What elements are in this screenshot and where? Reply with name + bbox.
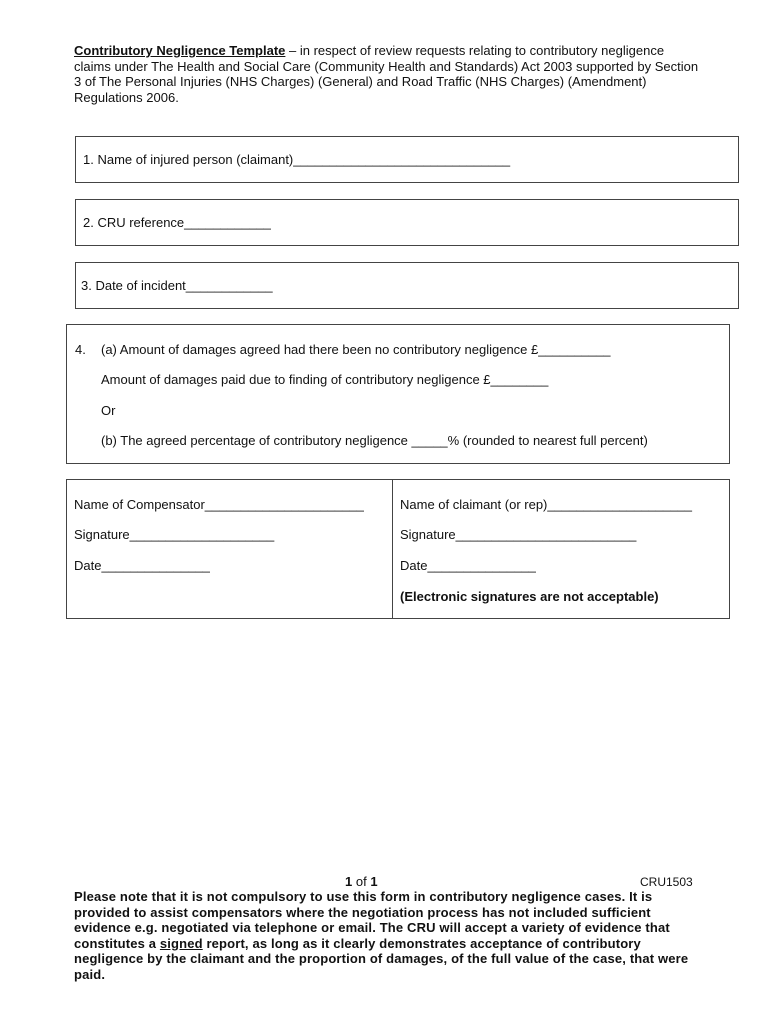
footer-note-part2: report, as long as it clearly demonstrates acceptance of contributory negligence by the claimant and the proportion of damages, of the full value of the case, that were paid. [74, 935, 689, 982]
incident-date-box [75, 262, 739, 309]
cru-reference-field[interactable]: 2. CRU reference____________ [83, 215, 271, 230]
page-current: 1 [345, 874, 353, 889]
signatures-table [66, 479, 730, 619]
damages-box [66, 324, 730, 464]
page-number [345, 874, 378, 889]
claimant-name-field[interactable]: 1. Name of injured person (claimant)______________________________ [83, 152, 511, 167]
claimant-date-field[interactable]: Date_______________ [400, 558, 536, 573]
electronic-signature-note: (Electronic signatures are not acceptable) [400, 589, 659, 604]
compensator-name-field[interactable]: Name of Compensator______________________ [74, 497, 364, 512]
damages-paid-field[interactable]: Amount of damages paid due to finding of contributory negligence £________ [101, 372, 549, 387]
damages-item-number: 4. [75, 342, 86, 357]
intro-paragraph [74, 43, 704, 105]
footer-note-part1: Please note that it is not compulsory to use this form in contributory negligence cases. It is provided to assist compensators where the negotiation process has not included sufficient evidence e.g. negotiated via telephone or email. The CRU will accept a variety of evidence that constitutes a [74, 889, 670, 951]
page-of: of [352, 874, 371, 889]
cru-reference-box [75, 199, 739, 246]
form-reference: CRU1503 [640, 875, 693, 889]
incident-date-field[interactable]: 3. Date of incident____________ [81, 278, 273, 293]
damages-or-label: Or [101, 403, 116, 418]
claimant-rep-name-field[interactable]: Name of claimant (or rep)____________________ [400, 497, 692, 512]
footer-note [74, 889, 704, 982]
form-title: Contributory Negligence Template [74, 43, 286, 58]
damages-no-negligence-field[interactable]: (a) Amount of damages agreed had there been no contributory negligence £__________ [101, 342, 611, 357]
claimant-name-box [75, 136, 739, 183]
negligence-percentage-field[interactable]: (b) The agreed percentage of contributory negligence _____% (rounded to nearest full percent) [101, 433, 648, 448]
intro-body: – in respect of review requests relating to contributory negligence claims under The Health and Social Care (Community Health and Standards) Act 2003 supported by Section 3 of The Personal Injuries (NHS Charges) (General) and Road Traffic (NHS Charges) (Amendment) Regulations 2006. [74, 43, 699, 105]
signatures-divider [392, 480, 393, 618]
page-total: 1 [370, 874, 378, 889]
compensator-signature-field[interactable]: Signature____________________ [74, 527, 275, 542]
compensator-date-field[interactable]: Date_______________ [74, 558, 210, 573]
footer-note-signed: signed [159, 935, 203, 951]
claimant-signature-field[interactable]: Signature_________________________ [400, 527, 637, 542]
